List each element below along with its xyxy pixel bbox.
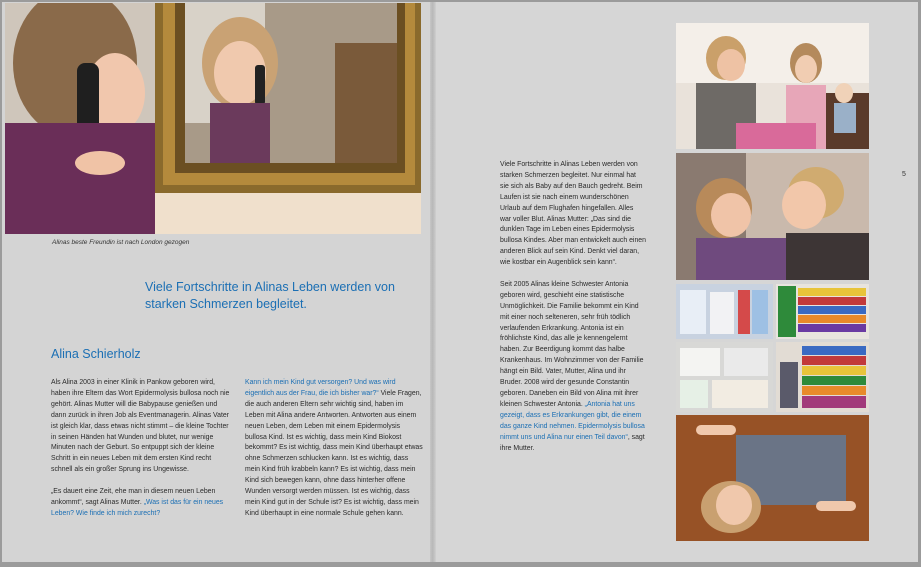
hero-photo-mirror bbox=[5, 3, 421, 234]
photo-medical-supplies-1 bbox=[676, 284, 773, 339]
page-number: 5 bbox=[902, 171, 906, 178]
page-gutter bbox=[430, 2, 436, 562]
pull-quote: Viele Fortschritte in Alinas Leben werden von starken Schmerzen begleitet. bbox=[145, 280, 395, 311]
photo-board-games-2 bbox=[776, 342, 869, 412]
text-column-1 bbox=[51, 378, 231, 531]
photo-mother-hugging-daughter bbox=[676, 153, 869, 280]
section-title: Alina Schierholz bbox=[51, 347, 141, 361]
col1-paragraph-2 bbox=[51, 487, 231, 520]
hero-caption: Alinas beste Freundin ist nach London gezogen bbox=[52, 239, 190, 246]
col1-paragraph-2-text: „Es dauert eine Zeit, ehe man in diesem neuen Leben ankommt“, sagt Alinas Mutter. bbox=[51, 488, 216, 506]
col3-paragraph-1: Viele Fortschritte in Alinas Leben werden von starken Schmerzen begleitet. Nur einmal hat sie sich als Baby auf den Bauch gedreht. Beim Laufen ist sie nach einem wunderschönen Urlaub auf dem Flughafen hingefallen. Alles war voller Blut. Alinas Mutter: „Das sind die dunklen Tage im Leben eines Epidermolysis bullosa Kindes. Aber man entwickelt auch einen anderen Blick auf sein Kind. Denkt viel daran, wie kostbar ein Augenblick sein kann“. bbox=[500, 161, 646, 267]
col1-quote-blue: „Was ist das für ein neues Leben? Wie finde ich mich zurecht? bbox=[51, 498, 224, 517]
col3-paragraph-2-end: , sagt ihre Mutter. bbox=[500, 433, 645, 452]
text-column-3 bbox=[500, 160, 646, 465]
text-column-2 bbox=[245, 378, 423, 531]
photo-mother-daughter-table bbox=[676, 23, 869, 149]
col3-paragraph-2-text: Seit 2005 Alinas kleine Schwester Antonia geboren wird, geschieht eine statistische Unmöglichkeit. Die Familie bekommt ein Kind mit einer noch selteneren, sehr früh tödlich verlaufenden Erkrankung. Antonia ist ein fröhlichste Kind, das alle je kennengelernt haben. Zur Beerdigung kommt das halbe Krankenhaus. Im Wohnzimmer von der Familie hängt ein Bild. Vater, Mutter, Alina und ihr Bruder. 2008 wird der gesunde Constantin geboren. Daneben ein Bild von Alina mit ihrer kleinen Schwester Antonia. bbox=[500, 280, 644, 408]
photo-girl-lying-on-floor bbox=[676, 415, 869, 541]
photo-medical-supplies-2 bbox=[676, 342, 773, 412]
col2-text: Viele Fragen, die auch anderen Eltern sehr wichtig sind, haben im Leben mit Alina andere Antworten. Antworten aus einem neuen Leben, dem Leben mit einem Epidermolysis bullosa Kind. Ist es wichtig, dass mein Kind Biokost bekommt? Es ist wichtig, dass mein Kind überhaupt etwas ohne Schmerzen schlucken kann. Ist es wichtig, dass mein Kind früh krabbeln kann? Es ist wichtig, dass mein Kind sich bewegen kann, ohne dass hinterher offene Wunden versorgt werden müssen. Ist es wichtig, dass mein Kind gut in der Schule ist? Es ist wichtig, dass mein Kind überhaupt in eine normale Schule gehen kann. bbox=[245, 389, 423, 517]
col3-paragraph-2 bbox=[500, 280, 646, 455]
col3-quote-blue: „Antonia hat uns gezeigt, dass es Erkrankungen gibt, die einem das ganze Kind nehmen. Epidermolysis bullosa nimmt uns und Alina nur einen Teil davon“ bbox=[500, 400, 645, 441]
col2-paragraph bbox=[245, 378, 423, 520]
col2-quote-blue: Kann ich mein Kind gut versorgen? Und was wird eigentlich aus der Frau, die ich bisher war?“ bbox=[245, 379, 396, 397]
col1-paragraph-1: Als Alina 2003 in einer Klinik in Pankow geboren wird, haben ihre Eltern das Wort Epidermolysis bullosa noch nie gehört. Alinas Mutter will die Babypause genießen und dann zurück in ihren Job als Eventmanagerin. Alinas Vater ist gleich klar, dass etwas nicht stimmt – die kleine Tochter in seinen Händen hat Wunden und blutet, nur wenige Minuten nach der Geburt. So entpuppt sich der kleine Schritt in ein neues Leben mit dem ersten Kind recht schnell als ein großer Sprung ins Ungewisse. bbox=[51, 379, 230, 474]
photo-board-games-1 bbox=[776, 284, 869, 339]
